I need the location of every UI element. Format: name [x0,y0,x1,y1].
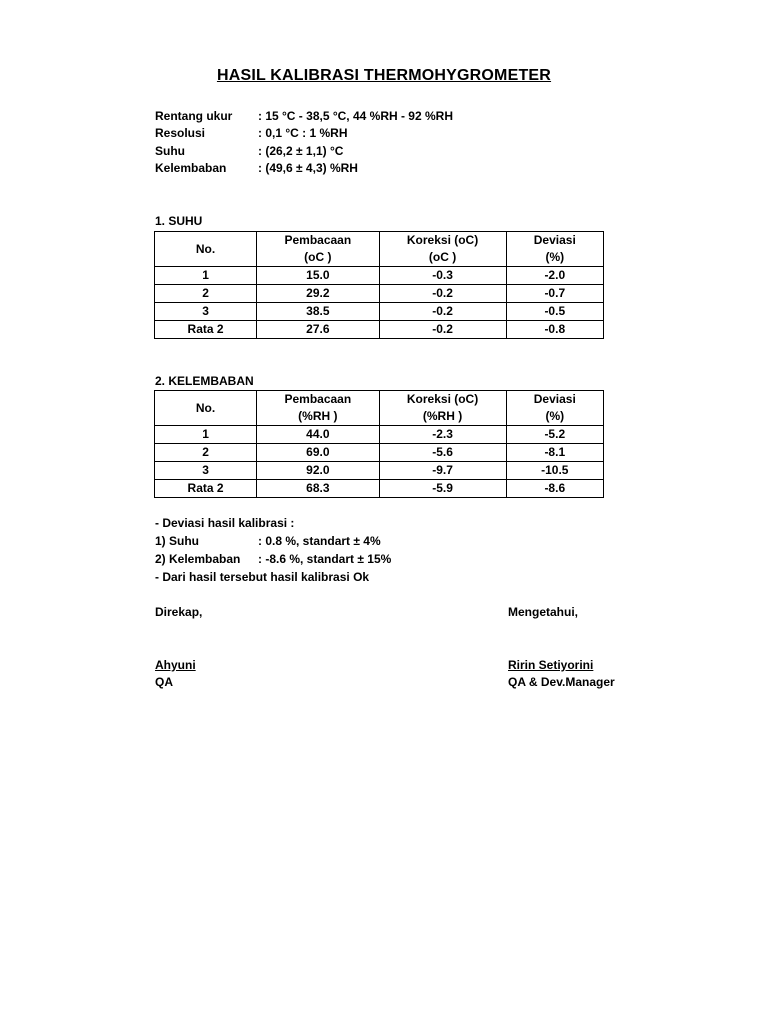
cell-deviation: -8.1 [506,444,603,462]
cell-correction: -0.2 [379,285,506,303]
header-reading: Pembacaan [257,232,379,250]
table-row [155,426,604,444]
left-signer-name: Ahyuni [155,658,196,672]
cell-reading: 44.0 [257,426,379,444]
cell-correction: -9.7 [379,462,506,480]
spec-label: Suhu [155,144,185,158]
cell-reading: 27.6 [257,321,379,339]
right-signer-role: QA & Dev.Manager [508,675,615,689]
notes-intro [155,514,555,532]
header-correction: Koreksi (oC) [379,232,506,250]
cell-no: Rata 2 [155,321,257,339]
table-row [155,267,604,285]
cell-no: 2 [155,444,257,462]
cell-correction: -5.6 [379,444,506,462]
cell-reading: 15.0 [257,267,379,285]
cell-correction: -0.2 [379,321,506,339]
cell-deviation: -0.8 [506,321,603,339]
cell-no: 3 [155,462,257,480]
note-conclusion [155,568,555,586]
table-row [155,303,604,321]
table-row-average [155,321,604,339]
header-correction: Koreksi (oC) [379,391,506,409]
header-reading: Pembacaan [257,391,379,409]
cell-no: 1 [155,426,257,444]
spec-value: : (26,2 ± 1,1) °C [258,144,344,158]
table-row [155,462,604,480]
cell-reading: 68.3 [257,480,379,498]
spec-temperature [155,143,555,160]
note-value: : -8.6 %, standart ± 15% [258,552,392,566]
cell-deviation: -0.7 [506,285,603,303]
cell-deviation: -2.0 [506,267,603,285]
header-deviation-unit: (%) [506,408,603,426]
header-deviation: Deviasi [506,391,603,409]
cell-no: 1 [155,267,257,285]
spec-value: : 15 °C - 38,5 °C, 44 %RH - 92 %RH [258,109,453,123]
cell-deviation: -8.6 [506,480,603,498]
header-correction-unit: (oC ) [379,249,506,267]
table-row [155,444,604,462]
table-row-average [155,480,604,498]
spec-label: Rentang ukur [155,109,233,123]
note-value: : 0.8 %, standart ± 4% [258,534,381,548]
header-no: No. [155,391,257,426]
note-suhu [155,532,555,550]
section-heading-suhu: 1. SUHU [155,214,203,228]
table-header-row [155,391,604,409]
spec-humidity [155,160,555,177]
right-signer-name: Ririn Setiyorini [508,658,594,672]
table-header-row [155,232,604,250]
spec-value: : (49,6 ± 4,3) %RH [258,161,358,175]
cell-correction: -2.3 [379,426,506,444]
cell-no: Rata 2 [155,480,257,498]
spec-label: Resolusi [155,126,206,140]
cell-deviation: -10.5 [506,462,603,480]
header-correction-unit: (%RH ) [379,408,506,426]
header-deviation-unit: (%) [506,249,603,267]
document-title: HASIL KALIBRASI THERMOHYGROMETER [216,67,552,84]
header-reading-unit: (%RH ) [257,408,379,426]
header-no: No. [155,232,257,267]
spec-label: Kelembaban [155,161,227,175]
cell-deviation: -0.5 [506,303,603,321]
temperature-table [154,231,604,339]
cell-reading: 38.5 [257,303,379,321]
header-reading-unit: (oC ) [257,249,379,267]
cell-reading: 92.0 [257,462,379,480]
spec-resolution [155,125,555,142]
cell-correction: -0.3 [379,267,506,285]
spec-value: : 0,1 °C : 1 %RH [258,126,348,140]
cell-reading: 29.2 [257,285,379,303]
cell-correction: -0.2 [379,303,506,321]
cell-reading: 69.0 [257,444,379,462]
cell-correction: -5.9 [379,480,506,498]
left-signature-caption: Direkap, [155,605,203,619]
left-signer-role: QA [155,675,173,689]
note-label: 1) Suhu [155,534,199,548]
notes-intro-text: - Deviasi hasil kalibrasi : [155,516,295,530]
spec-range [155,108,555,125]
cell-no: 3 [155,303,257,321]
note-conclusion-text: - Dari hasil tersebut hasil kalibrasi Ok [155,570,370,584]
table-row [155,285,604,303]
right-signature-caption: Mengetahui, [508,605,579,619]
cell-deviation: -5.2 [506,426,603,444]
humidity-table [154,390,604,498]
cell-no: 2 [155,285,257,303]
header-deviation: Deviasi [506,232,603,250]
note-kelembaban [155,550,555,568]
note-label: 2) Kelembaban [155,552,241,566]
section-heading-kelembaban: 2. KELEMBABAN [155,374,254,388]
